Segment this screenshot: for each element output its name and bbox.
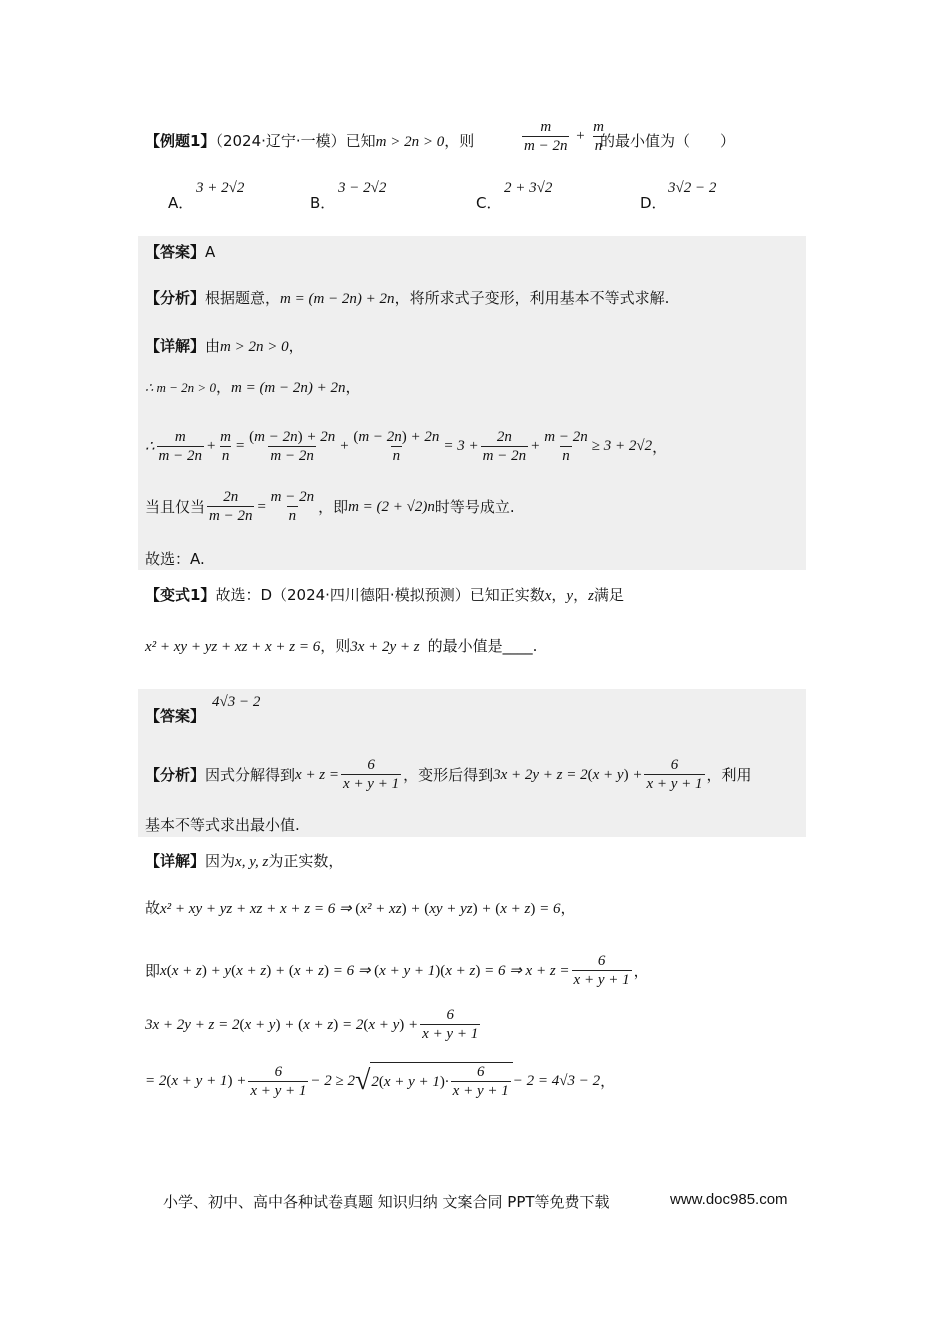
example1-answer: 【答案】A — [145, 243, 216, 261]
option-d-letter: D． — [640, 194, 667, 212]
example1-title: 【例题1】（2024·辽宁·一模）已知m > 2n > 0，则 — [145, 132, 475, 150]
option-b-letter: B． — [310, 194, 336, 212]
example1-expression: $\frac{m}{m - 2n}$ + $\frac{m}{n}$ — [524, 119, 604, 154]
variant1-detail-line2: 故x² + xy + yz + xz + x + z = 6 ⇒ (x² + xz) + (xy + yz) + (x + z) = 6， — [145, 899, 576, 917]
example-label: 【例题1】 — [145, 132, 216, 150]
footer-text: 小学、初中、高中各种试卷真题 知识归纳 文案合同 PPT等免费下载 — [163, 1193, 610, 1211]
option-a-value: 3 + 2√2 — [196, 180, 245, 196]
example1-detail-line4: 当且仅当 $\frac{2n}{m - 2n}$ = $\frac{m - 2n}{n}$ ，即 m = (2 + √2)n 时等号成立. — [145, 489, 515, 524]
example1-detail-line2: ∴ m − 2n > 0，m = (m − 2n) + 2n， — [145, 378, 361, 396]
example1-detail-line3: ∴ $\frac{m}{m - 2n}$ + $\frac{m}{n}$ = $\frac{(m - 2n) + 2n}{m - 2n}$ + $\frac{(m - 2n) + 2n}{n}$ = 3 + $\frac{2n}{m - 2n}$ + $\frac{m - 2n}{n}$ ≥ 3 + 2√2 ， — [145, 429, 668, 464]
example1-detail-line1: 【详解】由m > 2n > 0， — [145, 337, 304, 355]
variant1-detail-line4: 3x + 2y + z = 2(x + y) + (x + z) = 2(x + y) + $\frac{6}{x + y + 1}$ — [145, 1007, 479, 1042]
footer-url[interactable]: www.doc985.com — [670, 1191, 788, 1208]
option-b-value: 3 − 2√2 — [338, 180, 387, 196]
variant1-detail-line5: = 2(x + y + 1) + $\frac{6}{x + y + 1}$ − 2 ≥ 2 √ 2 ( x + y + 1 ) · $\frac{6}{x + y + 1}$ − 2 = 4√3 − 2 ， — [145, 1063, 616, 1099]
variant1-detail-line1: 【详解】因为x, y, z为正实数， — [145, 852, 344, 870]
variant1-detail-line3: 即 x(x + z) + y(x + z) + (x + z) = 6 ⇒ (x + y + 1)(x + z) = 6 ⇒ x + z = $\frac{6}{x + y + 1}$ ， — [145, 953, 649, 988]
option-c-value: 2 + 3√2 — [504, 180, 553, 196]
variant1-analysis-cont: 基本不等式求出最小值. — [145, 816, 300, 834]
option-a-letter: A． — [168, 194, 194, 212]
example1-analysis: 【分析】根据题意，m = (m − 2n) + 2n，将所求式子变形，利用基本不等式求解. — [145, 289, 670, 307]
variant1-answer: 【答案】 — [145, 707, 206, 725]
example1-conclusion: 故选：A. — [145, 550, 205, 568]
variant1-analysis: 【分析】 因式分解得到 x + z = $\frac{6}{x + y + 1}$ ，变形后得到 3x + 2y + z = 2(x + y) + $\frac{6}{x + y + 1}$ ，利用 — [145, 757, 752, 792]
variant1-answer-value: 4√3 − 2 — [212, 694, 261, 710]
variant1-condition: x² + xy + yz + xz + x + z = 6，则3x + 2y + z 的最小值是____. — [145, 637, 538, 655]
option-d-value: 3√2 − 2 — [668, 180, 717, 196]
example1-question: 的最小值为（ ） — [600, 132, 736, 150]
variant1-title: 【变式1】故选：D（2024·四川德阳·模拟预测）已知正实数x，y，z满足 — [145, 586, 624, 604]
option-c-letter: C． — [476, 194, 502, 212]
